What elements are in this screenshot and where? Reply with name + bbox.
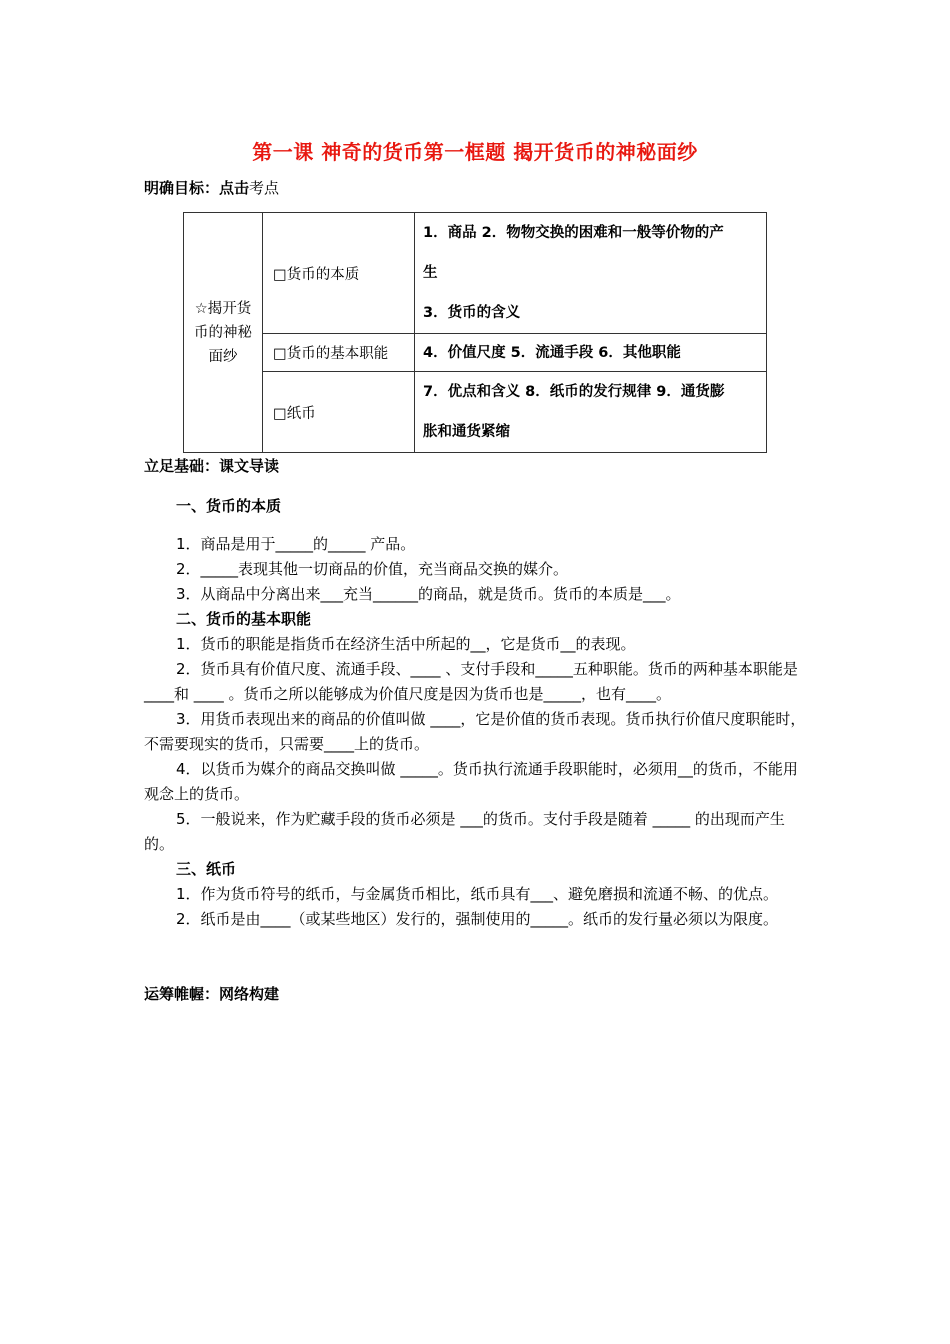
points-line: 4．价值尺度 5．流通手段 6．其他职能 [423,344,681,361]
points-cell-functions [415,334,767,372]
goals-label [144,177,279,198]
paragraph: 2．货币具有价值尺度、流通手段、____ 、支付手段和_____五种职能。货币的两种基本职能是 ____和 ____ 。货币之所以能够成为价值尺度是因为货币也是_____，也有____。 [144,660,798,703]
points-line: 胀和通货紧缩 [423,424,510,440]
section-essence-body [144,532,808,932]
section-heading: 二、货币的基本职能 [176,610,312,628]
paragraph: 1．商品是用于_____的_____ 产品。 [176,535,416,553]
points-line: 生 [423,265,438,281]
paragraph: 1．货币的职能是指货币在经济生活中所起的__，它是货币__的表现。 [176,635,636,653]
points-line: 1．商品 2．物物交换的困难和一般等价物的产 [423,225,724,241]
section-heading: 一、货币的本质 [176,497,282,515]
topic-cell-functions: □货币的基本职能 [263,334,415,372]
network-label: 运筹帷幄：网络构建 [144,985,280,1003]
paragraph: 1．作为货币符号的纸币，与金属货币相比，纸币具有___、避免磨损和流通不畅、的优点。 [176,885,779,903]
page-title: 第一课 神奇的货币第一框题 揭开货币的神秘面纱 [252,140,698,164]
paragraph: 2．纸币是由____（或某些地区）发行的，强制使用的_____。纸币的发行量必须以为限度。 [176,910,779,928]
paragraph: 3．从商品中分离出来___充当______的商品，就是货币。货币的本质是___。 [176,585,681,603]
points-line: 3．货币的含义 [423,305,521,321]
paragraph: 3．用货币表现出来的商品的价值叫做 ____，它是价值的货币表现。货币执行价值尺度职能时，不需要现实的货币，只需要____上的货币。 [144,710,806,753]
section-essence [144,494,808,519]
goals-label-suffix: 考点 [249,179,280,197]
paragraph: 4．以货币为媒介的商品交换叫做 _____。货币执行流通手段职能时，必须用__的货币，不能用观念上的货币。 [144,760,798,803]
topic-cell-paper-money: □纸币 [263,372,415,453]
goals-table [183,212,767,453]
section-heading: 三、纸币 [176,860,237,878]
points-cell-essence [415,213,767,334]
paragraph: 5．一般说来，作为贮藏手段的货币必须是 ___的货币。支付手段是随着 _____ 的出现而产生的。 [144,810,785,853]
paragraph: 2．_____表现其他一切商品的价值，充当商品交换的媒介。 [176,560,569,578]
points-line: 7．优点和含义 8．纸币的发行规律 9．通货膨 [423,384,725,400]
lesson-cell: ☆揭开货币的神秘面纱 [184,213,263,453]
goals-label-text: 明确目标：点击 [144,179,250,197]
topic-cell-essence: □货币的本质 [263,213,415,334]
basics-label: 立足基础：课文导读 [144,457,280,475]
points-cell-paper-money [415,372,767,453]
